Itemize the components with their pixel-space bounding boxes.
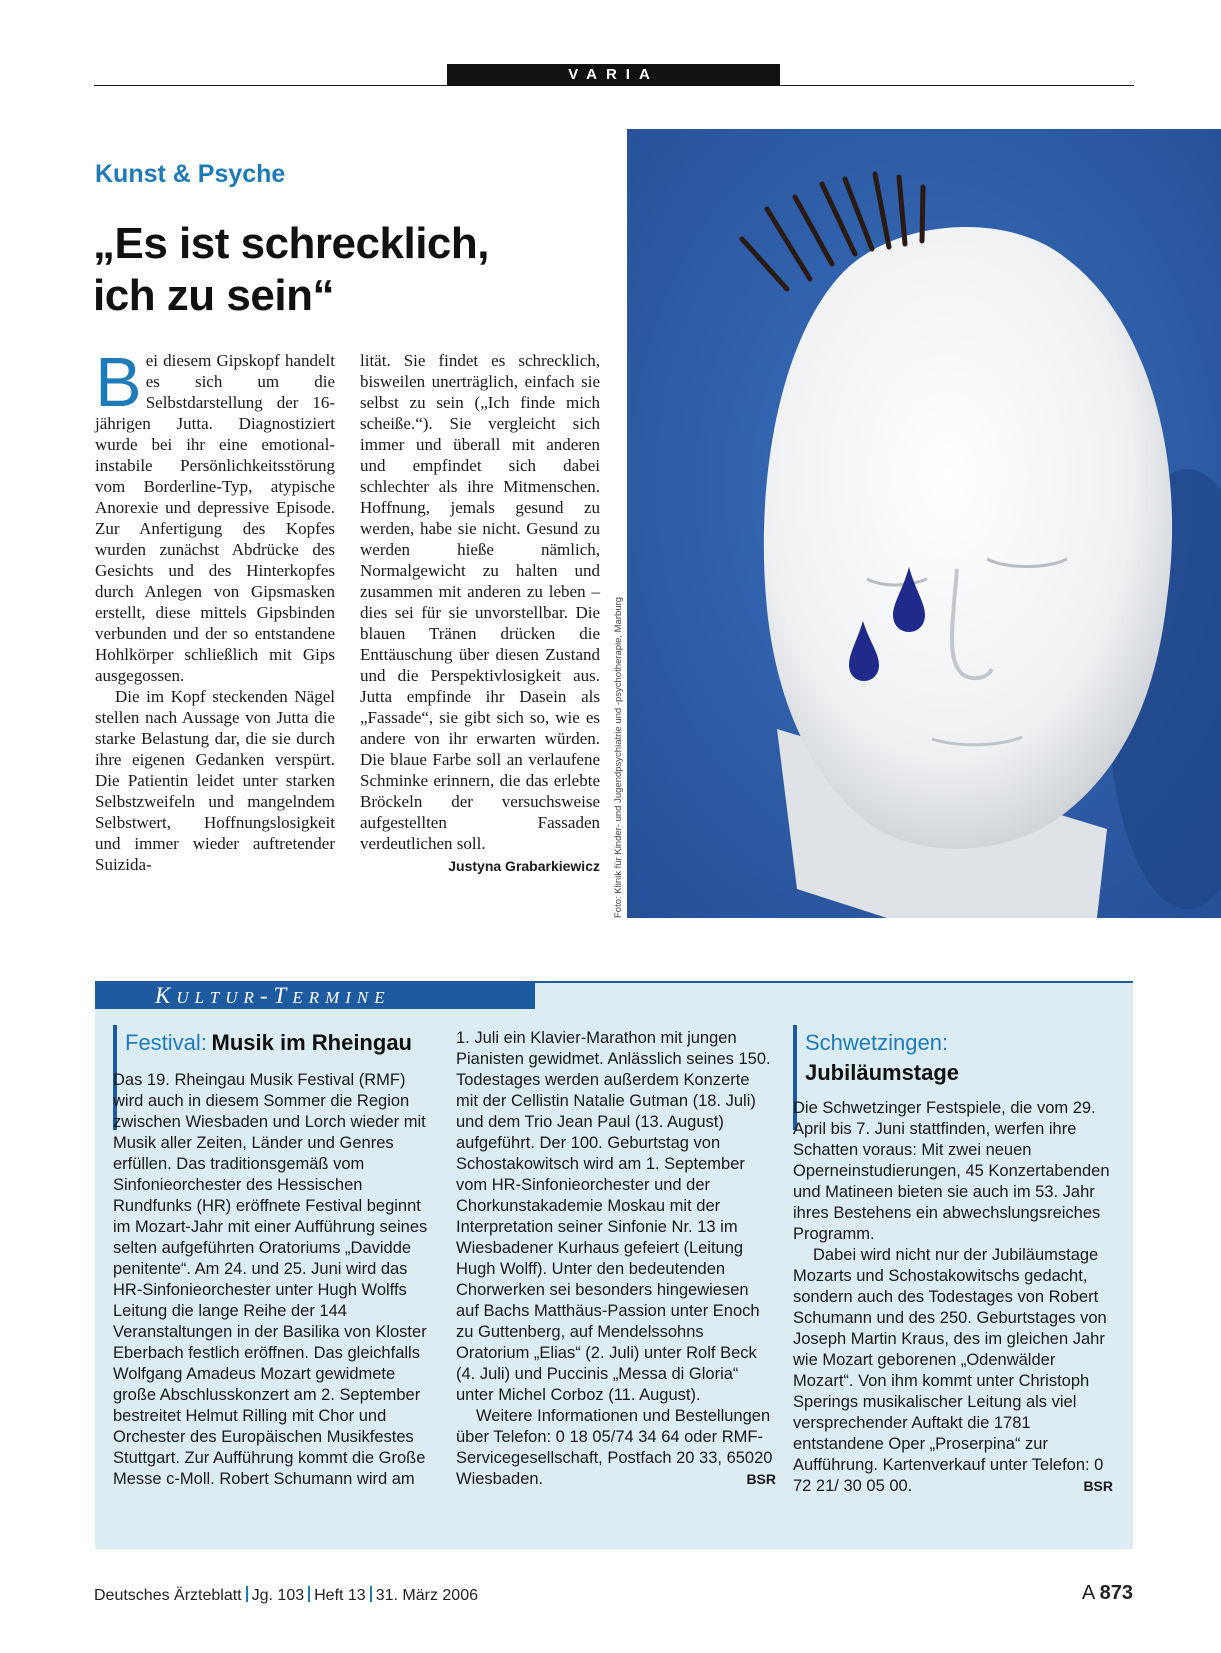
section-tag: VARIA	[447, 64, 780, 86]
kultur-column-2	[456, 1028, 776, 1490]
schwetzingen-text-2-body: Dabei wird nicht nur der Jubiläumstage Mozarts und Schostakowitschs gedacht, sondern auch des Todestages von Robert Schumann und des 250. Geburtstages von Joseph Martin Kraus, des im gleichen Jahr wie Mozart geborenen „Odenwälder Mozart“. Von ihm kommt unter Christoph Sperings musikalischer Leitung als viel versprechender Auftakt die 1781 entstandene Oper „Proserpina“ zur Aufführung. Kartenverkauf unter Telefon: 0 72 21/ 30 05 00.	[793, 1246, 1107, 1495]
plaster-head-illustration	[627, 129, 1221, 918]
page-footer	[94, 1586, 478, 1605]
article-headline	[93, 218, 613, 322]
schwetzingen-text-1: Die Schwetzinger Festspiele, die vom 29. April bis 7. Juni stattfinden, werfen ihre Schatten voraus: Mit zwei neuen Operneinstudierungen, 45 Konzertabenden und Matineen bieten sie auch im 53. Jahr ihres Bestehens ein abwechslungsreiches Programm.	[793, 1099, 1110, 1243]
festival-label: Festival:	[125, 1030, 207, 1055]
footer-separator	[246, 1586, 248, 1602]
header-letter: K	[155, 983, 177, 1008]
article-author: Justyna Grabarkiewicz	[448, 858, 600, 874]
photo-credit: Foto: Klinik für Kinder- und Jugendpsychiatrie und -psychotherapie, Marburg	[613, 596, 624, 918]
head-shape	[764, 227, 1172, 849]
article-paragraph-3	[360, 350, 600, 874]
journal-volume: Jg. 103	[251, 1587, 305, 1604]
headline-line-2: ich zu sein“	[93, 271, 334, 320]
footer-separator	[370, 1586, 372, 1602]
festival-name: Musik im Rheingau	[211, 1030, 412, 1055]
article-paragraph-1	[95, 343, 335, 686]
kultur-termine-header	[95, 981, 535, 1009]
schwetzingen-label: Schwetzingen:	[805, 1030, 949, 1055]
headline-line-1: „Es ist schrecklich,	[93, 219, 489, 268]
article-column-1	[95, 343, 335, 875]
header-letter: T	[273, 983, 293, 1008]
schwetzingen-text-2	[793, 1245, 1113, 1497]
article-paragraph-2: Die im Kopf steckenden Nägel stellen nach Aussage von Jutta die starke Belastung dar, die sie durch ihre eigenen Gedanken verspürt. Die Patientin leidet unter starken Selbstzweifeln und mangelndem Selbstwert, Hoffnungslosigkeit und immer wieder auftretender Suizida-	[95, 687, 335, 874]
header-word: ULTUR	[176, 988, 260, 1007]
journal-name: Deutsches Ärzteblatt	[94, 1587, 242, 1604]
kultur-column-3	[793, 1028, 1113, 1497]
article-paragraph-3-text: lität. Sie findet es schrecklich, bisweilen unerträglich, einfach sie selbst zu sein („Ich finde mich scheiße.“). Sie vergleicht sich immer und überall mit anderen und empfindet sich dabei schlechter als ihre Mitmenschen. Hoffnung, jemals gesund zu werden, habe sie nicht. Gesund zu werden hieße nämlich, Normalgewicht zu halten und zusammen mit anderen zu leben – dies sei für sie unvorstellbar. Die blauen Tränen drücken die Enttäuschung über diesen Zustand und die Perspektivlosigkeit aus. Jutta empfinde ihr Dasein als „Fassade“, sie gibt sich so, wie es andere von ihr erwarten würden. Die blaue Farbe soll an verlaufene Schminke erinnern, die das erlebte Bröckeln der versuchsweise aufgestellten Fassaden verdeutlichen soll.	[360, 351, 600, 853]
schwetzingen-title	[805, 1028, 1113, 1088]
journal-date: 31. März 2006	[375, 1587, 478, 1604]
schwetzingen-name: Jubiläumstage	[805, 1060, 960, 1085]
article-kicker: Kunst & Psyche	[95, 160, 286, 188]
footer-separator	[308, 1586, 310, 1602]
header-dash: -	[259, 983, 274, 1008]
festival-text: Das 19. Rheingau Musik Festival (RMF) wird auch in diesem Sommer die Region zwischen Wiesbaden und Lorch wieder mit Musik aller Zeiten, Länder und Genres erfüllen. Das traditionsgemäß vom Sinfonieorchester des Hessischen Rundfunks (HR) eröffnete Festival beginnt im Mozart-Jahr mit einer Aufführung seines selten aufgeführten Oratoriums „Davidde penitente“. Am 24. und 25. Juni wird das HR-Sinfonieorchester unter Hugh Wolffs Leitung die lange Reihe der 144 Veranstaltungen in der Basilika von Kloster Eberbach festlich eröffnen. Das gleichfalls Wolfgang Amadeus Mozart gewidmete große Abschlusskonzert am 2. September bestreitet Helmut Rilling mit Chor und Orchester des Europäischen Musikfestes Stuttgart. Zur Aufführung kommt die Große Messe c-Moll. Robert Schumann wird am	[113, 1071, 428, 1488]
rheingau-signature: BSR	[746, 1471, 776, 1487]
rheingau-text: 1. Juli ein Klavier-Marathon mit jungen Pianisten gewidmet. Anlässlich seines 150. Todestages werden außerdem Konzerte mit der Cellistin Natalie Gutman (18. Juli) und dem Trio Jean Paul (13. August) aufgeführt. Der 100. Geburtstag von Schostakowitsch wird am 1. September vom HR-Sinfonieorchester und der Chorkunstakademie Moskau mit der Interpretation seiner Sinfonie Nr. 13 im Wiesbadener Kurhaus gefeiert (Leitung Hugh Wolff). Unter den bedeutenden Chorwerken sei besonders hingewiesen auf Bachs Matthäus-Passion unter Enoch zu Guttenberg, auf Mendelssohns Oratorium „Elias“ (2. Juli) unter Rolf Beck (4. Juli) und Puccinis „Messa di Gloria“ unter Michel Corboz (11. August).	[456, 1029, 771, 1404]
schwetzingen-signature: BSR	[1083, 1478, 1113, 1494]
plaster-head-photo	[627, 129, 1221, 918]
journal-issue: Heft 13	[314, 1587, 366, 1604]
page-number	[1082, 1582, 1133, 1605]
article-column-2	[360, 350, 600, 877]
article-paragraph-1-text: ei diesem Gipskopf handelt es sich um die Selbstdarstellung der 16-jährigen Jutta. Diagnostiziert wurde bei ihr eine emotional-instabile Persönlichkeitsstörung vom Borderline-Typ, atypische Anorexie und depressive Episode. Zur Anfertigung des Kopfes wurden zunächst Abdrücke des Gesichts und des Hinterkopfes durch Anlegen von Gipsmasken erstellt, diese mittels Gipsbinden verbunden und der so entstandene Hohlkörper schließlich mit Gips ausgegossen.	[95, 351, 335, 685]
header-word: ERMINE	[292, 988, 391, 1007]
kultur-column-1	[113, 1028, 433, 1490]
rheingau-contact	[456, 1406, 776, 1490]
festival-title	[125, 1028, 433, 1060]
drop-cap: B	[95, 343, 142, 421]
page-number-value: 873	[1099, 1582, 1133, 1604]
rheingau-contact-text: Weitere Informationen und Bestellungen über Telefon: 0 18 05/74 34 64 oder RMF-Servicegesellschaft, Postfach 20 33, 65020 Wiesbaden.	[456, 1407, 773, 1488]
page-prefix: A	[1081, 1582, 1095, 1604]
